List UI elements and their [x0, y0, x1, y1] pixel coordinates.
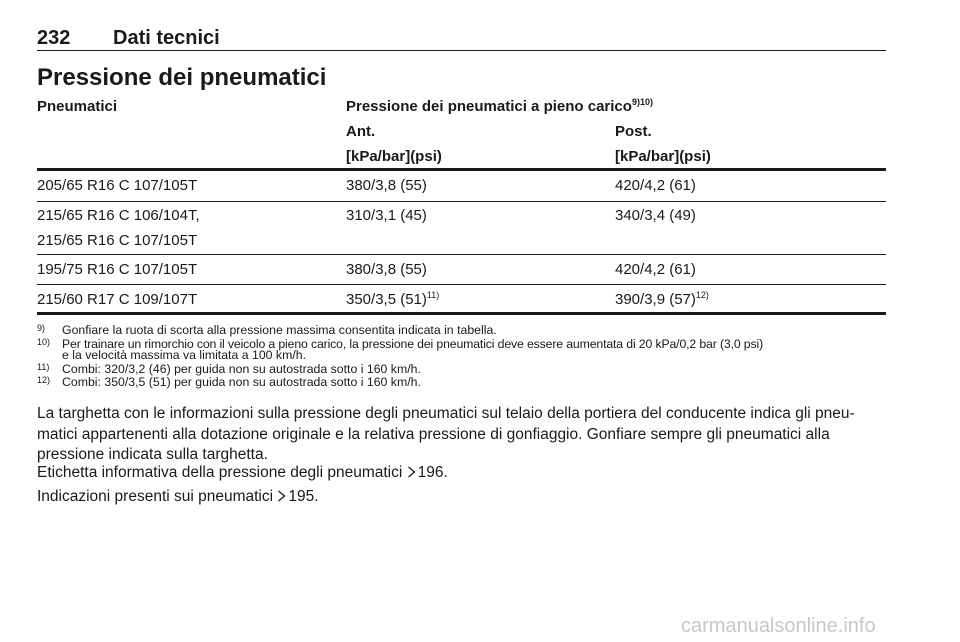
footnote-ref-12[interactable]: 12): [695, 290, 709, 300]
footnote-mark: 9): [37, 323, 46, 333]
footnote-text-line2: e la velocità massima va limitata a 100 km/h.: [62, 348, 306, 362]
reference-tyre-pressure-label: [37, 463, 887, 484]
watermark: carmanualsonline.info: [681, 615, 876, 637]
arrow-right-icon: [407, 466, 416, 478]
paragraph-line: pressione indicata sulla targhetta.: [37, 446, 268, 463]
header-tyres: Pneumatici: [37, 98, 118, 115]
page-number: 232: [37, 27, 71, 49]
cell-front: 380/3,8 (55): [346, 261, 427, 278]
reference-tyre-markings: [37, 487, 887, 508]
cell-rear-value: 390/3,9 (57): [615, 291, 696, 308]
cell-front-value: 350/3,5 (51): [346, 291, 427, 308]
reference-page-link[interactable]: 196.: [417, 464, 448, 481]
info-paragraph: [37, 404, 887, 466]
header-front-unit: [kPa/bar](psi): [346, 148, 442, 165]
table-header-rule: [37, 168, 886, 171]
page-header: [37, 27, 886, 51]
table-bottom-rule: [37, 312, 886, 315]
footnote-text: Per trainare un rimorchio con il veicolo a pieno carico, la pressione dei pneumatici deve essere aumentata di 20 kPa/0,2 bar (3,0 psi): [62, 337, 764, 351]
cell-tyre: 215/65 R16 C 106/104T,: [37, 207, 200, 224]
footnote-mark: 10): [37, 337, 51, 347]
reference-text: Indicazioni presenti sui pneumatici: [37, 488, 274, 505]
cell-front: 380/3,8 (55): [346, 177, 427, 194]
header-pressure: [346, 98, 653, 115]
footnote-ref-9-10[interactable]: 9)10): [631, 97, 653, 107]
reference-page-link[interactable]: 195.: [288, 488, 319, 505]
reference-text: Etichetta informativa della pressione degli pneumatici: [37, 464, 403, 481]
chapter-title: Dati tecnici: [113, 27, 220, 49]
cell-rear: 340/3,4 (49): [615, 207, 696, 224]
footnote-mark: 12): [37, 375, 51, 385]
header-front: Ant.: [346, 123, 376, 140]
section-title: Pressione dei pneumatici: [37, 64, 327, 91]
cell-front: 310/3,1 (45): [346, 207, 427, 224]
header-rear-unit: [kPa/bar](psi): [615, 148, 711, 165]
row-divider: [37, 254, 886, 255]
cell-front: [346, 291, 439, 308]
header-rear: Post.: [615, 123, 652, 140]
row-divider: [37, 284, 886, 285]
footnote-text: Combi: 320/3,2 (46) per guida non su autostrada sotto i 160 km/h.: [62, 362, 421, 376]
paragraph-line: matici appartenenti alla dotazione originale e la relativa pressione di gonfiaggio. Gonfiare sempre gli pneumatici alla: [37, 425, 830, 443]
cell-rear: 420/4,2 (61): [615, 261, 696, 278]
cell-tyre-line2: 215/65 R16 C 107/105T: [37, 232, 198, 249]
footnote-ref-11[interactable]: 11): [426, 290, 440, 300]
paragraph-line: La targhetta con le informazioni sulla pressione degli pneumatici sul telaio della portiera del conducente indica gli pneu-: [37, 405, 855, 422]
cell-rear: 420/4,2 (61): [615, 177, 696, 194]
footnote-mark: 11): [37, 362, 50, 372]
footnote-text: Gonfiare la ruota di scorta alla pressione massima consentita indicata in tabella.: [62, 323, 497, 337]
cell-tyre: 205/65 R16 C 107/105T: [37, 177, 198, 194]
footnote-text: Combi: 350/3,5 (51) per guida non su autostrada sotto i 160 km/h.: [62, 375, 421, 389]
arrow-right-icon: [277, 490, 286, 502]
cell-tyre: 215/60 R17 C 109/107T: [37, 291, 198, 308]
cell-rear: [615, 291, 709, 308]
row-divider: [37, 201, 886, 202]
cell-tyre: 195/75 R16 C 107/105T: [37, 261, 198, 278]
header-pressure-label: Pressione dei pneumatici a pieno carico: [346, 98, 632, 115]
